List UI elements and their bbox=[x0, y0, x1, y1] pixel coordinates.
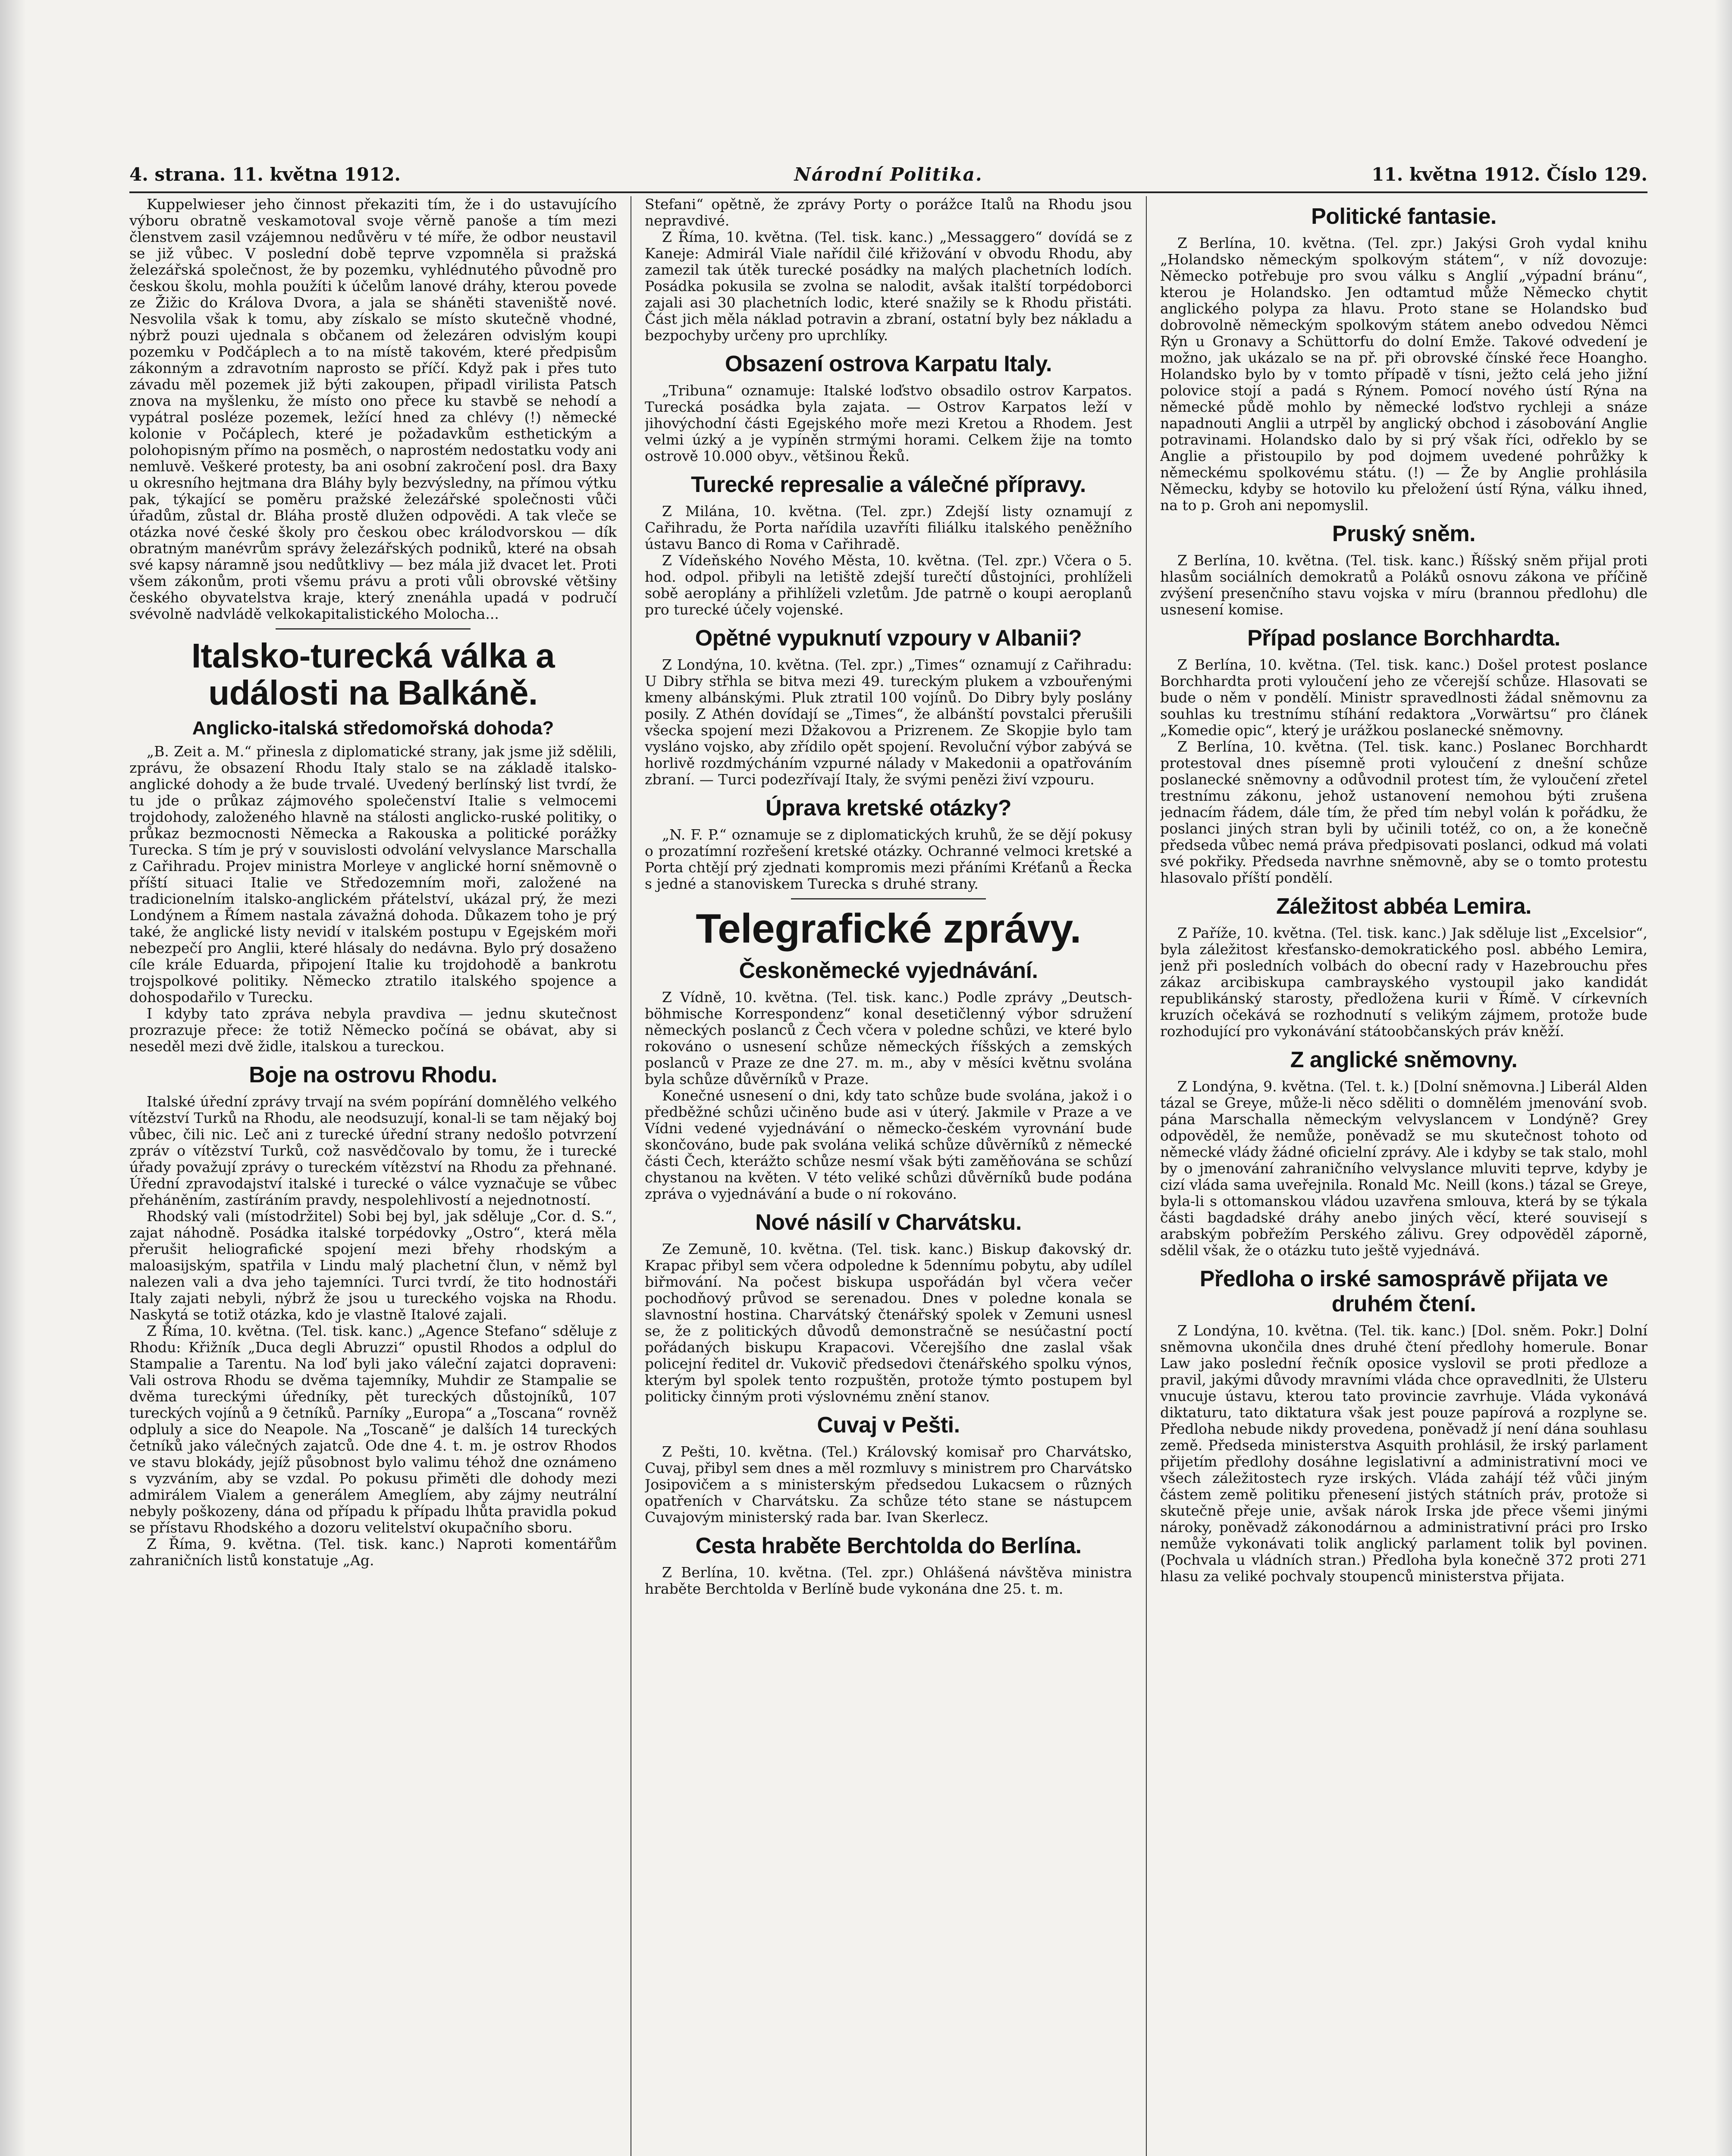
newspaper-page bbox=[129, 0, 1647, 2156]
article-paragraph: Z Berlína, 10. května. (Tel. tisk. kanc.) Říšský sněm přijal proti hlasům sociálních demokratů a Poláků osnovu zákona ve příčině zvýšení presenčního stavu vojska v míru (brannou předlohu) dle usnesení komise. bbox=[1160, 552, 1647, 618]
article-subheadline: Anglicko-italská středomořská dohoda? bbox=[192, 718, 554, 739]
article-headline: Z anglické sněmovny. bbox=[1290, 1047, 1518, 1072]
header-rule bbox=[129, 191, 1647, 193]
article-paragraph: Z Berlína, 10. května. (Tel. zpr.) Ohlášená návštěva ministra hraběte Berchtolda v Berlíně bude vykonána dne 25. t. m. bbox=[645, 1564, 1132, 1597]
article-paragraph: Z Milána, 10. května. (Tel. zpr.) Zdejší listy oznamují z Cařihradu, že Porta nařídila uzavříti filiálku italského peněžního ústavu Banco di Roma v Cařihradě. bbox=[645, 503, 1132, 552]
article-paragraph: Kuppelwieser jeho činnost překaziti tím, že i do ustavujícího výboru obratně veskamotoval svoje věrně panoše a tím mezi členstvem zasil vzájemnou nedůvěru v té míře, že odbor neustavil se již vůbec. V poslední době teprve vzpomněla si pražská železářská společnost, že by pozemku, vyhlédnutého původně pro českou školu, mohla použíti k účelům lanové dráhy, kterou povede ze Žižic do Králova Dvora, a jala se sháněti staveniště nové. Nesvolila však k tomu, aby získalo se místo skutečně vhodné, nýbrž pouzi ujednala s občanem od železáren odvislým koupi pozemku v Podčáplech a to na místě takovém, které předpisům zákonným a zdravotním naprosto se příčí. Když pak i přes tuto závadu měl pozemek již býti zakoupen, připadl virilista Patsch znova na myšlenku, že místo ono přece ku stavbě se nehodí a vypátral posléze pozemek, ležící hned za chlévy (!) německé kolonie v Počáplech, které je požadavkům esthetickým a polohopisným přímo na posměch, o naprostém nedostatku vody ani nemluvě. Veškeré protesty, ba ani osobní zakročení posl. dra Baxy u okresního hejtmana dra Bláhy byly bezvýsledny, na přímou výtku pak, týkající se poměru pražské železářské společnosti vůči úřadům, zůstal dr. Bláha prostě dlužen odpovědi. A tak vleče se otázka nové české školy pro českou obec králodvorskou — dík obratným manévrům správy železářských podniků, které na obsah své kapsy náramně jsou nedůtklivy — bez mála již dvacet let. Proti všem zákonům, proti všemu právu a proti vůli obrovské většiny českého obyvatelstva kraje, který znenáhla upadá v područí svévolně nadvládě velkokapitalistického Molocha... bbox=[129, 196, 617, 622]
column-2 bbox=[645, 196, 1132, 2156]
article-paragraph: Rhodský vali (místodržitel) Sobi bej byl, jak sděluje „Cor. d. S.“, zajat náhodně. Posádka italské torpédovky „Ostro“, která měla přerušit heliografické spojení mezi břehy rhodským a maloasijským, spatřila v Lindu malý plachetní člun, v němž byl nalezen vali a dva jeho tajemníci. Turci tvrdí, že tito hodnostáři Italy zajati nebyli, nýbrž že jsou u tureckého vojska na Rhodu. Naskytá se totiž otázka, kdo je vlastně Italové zajali. bbox=[129, 1208, 617, 1323]
article-headline: Českoněmecké vyjednávání. bbox=[739, 958, 1038, 983]
column-1 bbox=[129, 196, 617, 2156]
article-paragraph: Ze Zemuně, 10. května. (Tel. tisk. kanc.) Biskup đakovský dr. Krapac přibyl sem včera odpoledne k 5dennímu pobytu, aby udílel biřmování. Na počest biskupa uspořádán byl včera večer pochodňový průvod se serenadou. Dnes v poledne konala se slavnostní hostina. Charvátský čtenářský spolek v Zemuni usnesl se, že z politických důvodů demonstračně se nesúčastní poctí pořádaných biskupu Krapacovi. Včerejšího dne zaslal však policejní ředitel dr. Vukovič předsedovi čtenářského spolku výnos, kterým byl spolek tento rozpuštěn, protože týmto postupem byl politicky činným proti výslovnému znění stanov. bbox=[645, 1241, 1132, 1405]
article-paragraph: „N. F. P.“ oznamuje se z diplomatických kruhů, že se dějí pokusy o prozatímní rozřešení kretské otázky. Ochranné velmoci kretské a Porta chtějí prý zjednati kompromis mezi přáními Kréťanů a Řecka s jedné a stanoviskem Turecka s druhé strany. bbox=[645, 826, 1132, 892]
article-headline: Opětné vypuknutí vzpoury v Albanii? bbox=[695, 626, 1082, 651]
article-headline: Úprava kretské otázky? bbox=[766, 796, 1011, 821]
article-headline: Telegrafické zprávy. bbox=[696, 906, 1081, 952]
article-paragraph: Z Říma, 10. května. (Tel. tisk. kanc.) „Agence Stefano“ sděluje z Rhodu: Křižník „Duca degli Abruzzi“ opustil Rhodos a odplul do Stampalie a Tarentu. Na loď byli jako váleční zajatci dopraveni: Vali ostrova Rhodu se dvěma tajemníky, Muhdir ze Stampalie se dvěma tureckými úředníky, pět tureckých důstojníků, 107 tureckých vojínů a 9 četníků. Parníky „Europa“ a „Toscana“ rovněž odpluly a sice do Neapole. Na „Toscaně“ je dalších 14 tureckých četníků jako válečných zajatců. Ode dne 4. t. m. je ostrov Rhodos ve stavu blokády, jejíž působnost bylo valimu téhož dne oznámeno s vyzváním, aby se vzdal. Po pokusu přiměti dle dohody mezi admirálem Vialem a generálem Ameglíem, aby zájmy neutrální nebyly poškozeny, dána od případu k případu lhůta pravidla pokud se přístavu Rhodského a dozoru velitelství okupačního sboru. bbox=[129, 1322, 617, 1536]
column-3 bbox=[1160, 196, 1647, 2156]
article-paragraph: Z Londýna, 9. května. (Tel. t. k.) [Dolní sněmovna.] Liberál Alden tázal se Greye, může-li něco sděliti o domnělém jmenování svob. pána Marschalla německým velvyslancem v Londýně? Grey odpověděl, že nemůže, poněvadž se mu skutečnost tohoto od německé vlády žádné oficielní zprávy. Ale i kdyby se tak stalo, mohl by o jmenování zahraničního velvyslance mluviti teprve, kdyby je cizí vláda sama uveřejnila. Ronald Mc. Neill (kons.) tázal se Greye, byla-li s ottomanskou vládou uzavřena smlouva, která by se týkala části bagdadské dráhy anebo jiných věcí, které souvisejí s arabským pobřežím Perského zálivu. Grey odpověděl záporně, sdělil však, že o otázku tuto ještě vyjednává. bbox=[1160, 1078, 1647, 1259]
article-paragraph: Konečné usnesení o dni, kdy tato schůze bude svolána, jakož i o předběžné schůzi učiněno bude asi v úterý. Jakmile v Praze a ve Vídni vedené vyjednávání o německo-českém vyrovnání bude skončováno, bude pak svolána veliká schůze důvěrníků z německé části Čech, kterážto schůze nesmí však býti zaměňována se schůzí chystanou na květen. V této veliké schůzi důvěrníků bude podána zpráva o vyjednávání a bude o ní rokováno. bbox=[645, 1087, 1132, 1202]
article-paragraph: Z Londýna, 10. května. (Tel. zpr.) „Times“ oznamují z Cařihradu: U Dibry střhla se bitva mezi 49. tureckým plukem a vzbouřenými kmeny albánskými. Pluk ztratil 100 vojínů. Do Dibry byly poslány posily. Z Athén dovídají se „Times“, že albánští povstalci přerušili všecka spojení mezi Džakovou a Prizrenem. Ze Skopjie bylo tam vysláno vojsko, aby zřídilo opět spojení. Revoluční výbor zabývá se horlivě rozdmýcháním vzpurné nálady v Makedonii a opatřováním zbraní. — Turci podezřívají Italy, že svými penězi živí vzpouru. bbox=[645, 656, 1132, 788]
article-headline: Případ poslance Borchhardta. bbox=[1247, 626, 1560, 651]
article-headline: Italsko-turecká válka a události na Balkáně. bbox=[191, 636, 555, 712]
article-headline: Předloha o irské samosprávě přijata ve druhém čtení. bbox=[1199, 1266, 1608, 1316]
article-headline: Cesta hraběte Berchtolda do Berlína. bbox=[695, 1533, 1082, 1558]
article-paragraph: Z Říma, 9. května. (Tel. tisk. kanc.) Naproti komentářům zahraničních listů konstatuje „Ag. bbox=[129, 1536, 617, 1569]
section-separator bbox=[791, 898, 986, 899]
article-paragraph: Z Berlína, 10. května. (Tel. tisk. kanc.) Poslanec Borchhardt protestoval dnes písemně proti vyloučení z dnešní schůze poslanecké sněmovny a odůvodnil protest tím, že vyloučení zřetel trestnímu zákonu, jehož ustanovení nemohou býti zrušena jednacím řádem, dále tím, že před tím nebyl volán k pořádku, že poslanci jiných stran byli by učinili totéž, co on, a že konečně předseda vůbec nemá práva předpisovati poslanci, odkud má volati své pokřiky. Předseda navrhne sněmovně, aby se o tomto protestu hlasovalo příští pondělí. bbox=[1160, 738, 1647, 886]
article-headline: Turecké represalie a válečné přípravy. bbox=[691, 472, 1086, 497]
article-headline: Cuvaj v Pešti. bbox=[817, 1413, 960, 1438]
article-paragraph: Z Berlína, 10. května. (Tel. tisk. kanc.) Došel protest poslance Borchhardta proti vyloučení jeho ze včerejší schůze. Hlasovati se bude o něm v pondělí. Ministr spravedlnosti žádal sněmovnu za souhlas ku trestnímu stíhání redaktora „Vorwärtsu“ pro článek „Komedie opic“, který je urážkou poslanecké sněmovny. bbox=[1160, 656, 1647, 739]
scan-edge-right bbox=[1715, 0, 1732, 2156]
article-paragraph: Z Vídně, 10. května. (Tel. tisk. kanc.) Podle zprávy „Deutsch-böhmische Korrespondenz“ konal desetičlenný výbor sdružení německých poslanců z Čech včera v poledne schůzi, ve které bylo rokováno o usnesení schůze německých říšských a zemských poslanců v Praze ze dne 27. m. m., aby v měsíci květnu svolána byla schůze důvěrníků v Praze. bbox=[645, 989, 1132, 1087]
article-paragraph: „Tribuna“ oznamuje: Italské loďstvo obsadilo ostrov Karpatos. Turecká posádka byla zajata. — Ostrov Karpatos leží v jihovýchodní části Egejského moře mezi Kretou a Rhodem. Jest velmi úzký a je vypíněn strmými horami. Celkem žije na tomto ostrově 10.000 obyv., většinou Řeků. bbox=[645, 382, 1132, 464]
article-paragraph: Stefani“ opětně, že zprávy Porty o porážce Italů na Rhodu jsou nepravdivé. bbox=[645, 196, 1132, 229]
article-headline: Pruský sněm. bbox=[1332, 521, 1476, 546]
article-paragraph: Z Paříže, 10. května. (Tel. tisk. kanc.) Jak sděluje list „Excelsior“, byla záležitost křesťansko-demokratického posl. abbého Lemira, jenž při posledních volbách do obecní rady v Hazebrouchu přes zákaz arcibiskupa cambrayského vystoupil jako kandidát republikánský starosty, předložena kurii v Římě. V církevních kruzích očekává se rozhodnutí s velikým zájmem, protože bude rozhodující pro vykonávání státoobčanských práv kněží. bbox=[1160, 924, 1647, 1040]
issue-number: 11. května 1912. Číslo 129. bbox=[1371, 164, 1647, 185]
article-headline: Politické fantasie. bbox=[1311, 204, 1497, 229]
scan-edge-left bbox=[0, 0, 26, 2156]
masthead bbox=[129, 164, 1647, 190]
article-paragraph: Z Vídeňského Nového Města, 10. května. (Tel. zpr.) Včera o 5. hod. odpol. přibyli na letiště zdejší turečtí důstojníci, prohlíželi sobě aeroplány a přihlíželi vzletům. Jde patrně o koupi aeroplanů pro turecké účely vojenské. bbox=[645, 552, 1132, 618]
article-headline: Záležitost abbéa Lemira. bbox=[1276, 894, 1531, 919]
article-paragraph: Italské úřední zprávy trvají na svém popírání domnělého velkého vítězství Turků na Rhodu, ale neodsuzují, konal-li se tam nějaký boj vůbec, čili nic. Leč ani z turecké úřední strany nedošlo potvrzení zpráv o vítězství Turků, což nasvědčovalo by tomu, že i turecké úřady považují zprávy o tureckém vítězství na Rhodu za přehnané. Úřední zpravodajství italské i turecké o válce vyznačuje se vůbec přeháněním, zastíráním pravdy, nespolehlivostí a nejednotností. bbox=[129, 1093, 617, 1208]
article-headline: Nové násilí v Charvátsku. bbox=[755, 1210, 1022, 1235]
newspaper-title: Národní Politika. bbox=[794, 164, 983, 185]
article-paragraph: I kdyby tato zpráva nebyla pravdiva — jednu skutečnost prozrazuje přece: že totiž Německo počíná se obávat, aby si neseděl mezi dvě židle, italskou a tureckou. bbox=[129, 1005, 617, 1055]
article-headline: Obsazení ostrova Karpatu Italy. bbox=[725, 351, 1052, 376]
article-headline: Boje na ostrovu Rhodu. bbox=[249, 1062, 497, 1087]
section-separator bbox=[276, 628, 471, 630]
article-paragraph: Z Londýna, 10. května. (Tel. tik. kanc.) [Dol. sněm. Pokr.] Dolní sněmovna ukončila dnes druhé čtení předlohy homerule. Bonar Law jako poslední řečník oposice vyslovil se proti předloze a pravil, jakými důvody mravními vláda chce opravedlniti, že Ulsteru vnucuje ústavu, kterou tato provincie zavrhuje. Vláda vykonává diktaturu, tato diktatura však jest pouze papírová a rozplyne se. Předloha nebude nikdy provedena, poněvadž jí není dána souhlasu země. Předseda ministerstva Asquith prohlásil, že irský parlament přijetím předlohy dosáhne legislativní a administrativní moci ve všech záležitostech ryze irských. Vláda zahájí též vůči jiným částem země politiku přenesení jistých státních práv, protože si skutečně přeje unie, avšak nárok Irska jde přece všemi jinými nároky, poněvadž zákonodárnou a administrativní práci pro Irsko nemůže vykonávati tolik anglický parlament tolik byl povinen. (Pochvala u vládních stran.) Předloha byla konečně 372 proti 271 hlasu za veliké pochvaly stoupenců ministerstva přijata. bbox=[1160, 1322, 1647, 1585]
column-divider-2 bbox=[1146, 196, 1147, 2156]
article-paragraph: Z Pešti, 10. května. (Tel.) Královský komisař pro Charvátsko, Cuvaj, přibyl sem dnes a měl rozmluvy s ministrem pro Charvátsko Josipovičem a s ministerským předsedou Lukacsem o různých opatřeních v Charvátsku. Za schůze této stane se nástupcem Cuvajovým ministerský rada bar. Ivan Skerlecz. bbox=[645, 1443, 1132, 1526]
article-paragraph: Z Berlína, 10. května. (Tel. zpr.) Jakýsi Groh vydal knihu „Holandsko německým spolkovým státem“, v níž dovozuje: Německo potřebuje pro svou válku s Anglií „výpadní bránu“, kterou je Holandsko. Jen odtamtud může Německo chytit anglického polypa za hlavu. Proto stane se Holandsko buď dobrovolně německým spolkovým státem anebo odvedou Němci Rýn u Gronavy a Schüttorfu do dolní Emže. Takové odvedení je možno, jak ukázalo se na př. při obrovské čínské řece Hoangho. Holandsko bylo by v tomto případě v tísni, ježto celá jeho jižní polovice stojí a padá s Rýnem. Pomocí nového ústí Rýna na německé půdě mohlo by německé loďstvo rychleji a snáze napadnouti Anglii a utrpěl by anglický obchod i zásobování Anglie potravinami. Holandsko dalo by si prý však říci, odřeklo by se Anglie a přistoupilo by pod dojmem uvedené pohrůžky k německému spolkovému státu. (!) — Že by Anglie prohlásila Německu, kdyby se hotovilo ku přeložení ústí Rýna, válku ihned, na to p. Groh ani nepomyslil. bbox=[1160, 235, 1647, 514]
article-paragraph: „B. Zeit a. M.“ přinesla z diplomatické strany, jak jsme již sdělili, zprávu, že obsazení Rhodu Italy stalo se na základě italsko-anglické dohody a že bude trvalé. Uvedený berlínský list tvrdí, že tu jde o průkaz zájmového společenství Italie s velmocemi trojdohody, založeného hlavně na stálosti anglicko-ruské politiky, o průkaz bezmocnosti Německa a Rakouska a politické porážky Turecka. S tím je prý v souvislosti odvolání velvyslance Marschalla z Cařihradu. Projev ministra Morleye v anglické horní sněmovně o příští situaci Italie ve Středozemním moři, založené na tradicionelním italsko-anglickém přátelství, ukázal prý, že mezi Londýnem a Římem nastala závažná dohoda. Důkazem toho je prý také, že anglické listy nevidí v italském postupu v Egejském moři nebezpečí pro Anglii, které hlásaly do nedávna. Bylo prý dosaženo cíle krále Eduarda, připojení Italie ku trojdohodě a bankrotu trojspolkové politiky. Německo ztratilo italského spojence a dohospodařilo v Turecku. bbox=[129, 743, 617, 1006]
page-date-left: 4. strana. 11. května 1912. bbox=[129, 164, 401, 185]
article-paragraph: Z Říma, 10. května. (Tel. tisk. kanc.) „Messaggero“ dovídá se z Kaneje: Admirál Viale nařídil čilé křižování v obvodu Rhodu, aby zamezil tak útěk turecké posádky na malých plachetních lodích. Posádka pokusila se zvolna se nalodit, avšak italští torpédoborci zajali asi 30 plachetních lodic, které snažily se k Rhodu přistáti. Část jich měla náklad potravin a zbraní, ostatní byly bez nákladu a bezpochyby určeny pro uprchlíky. bbox=[645, 229, 1132, 344]
